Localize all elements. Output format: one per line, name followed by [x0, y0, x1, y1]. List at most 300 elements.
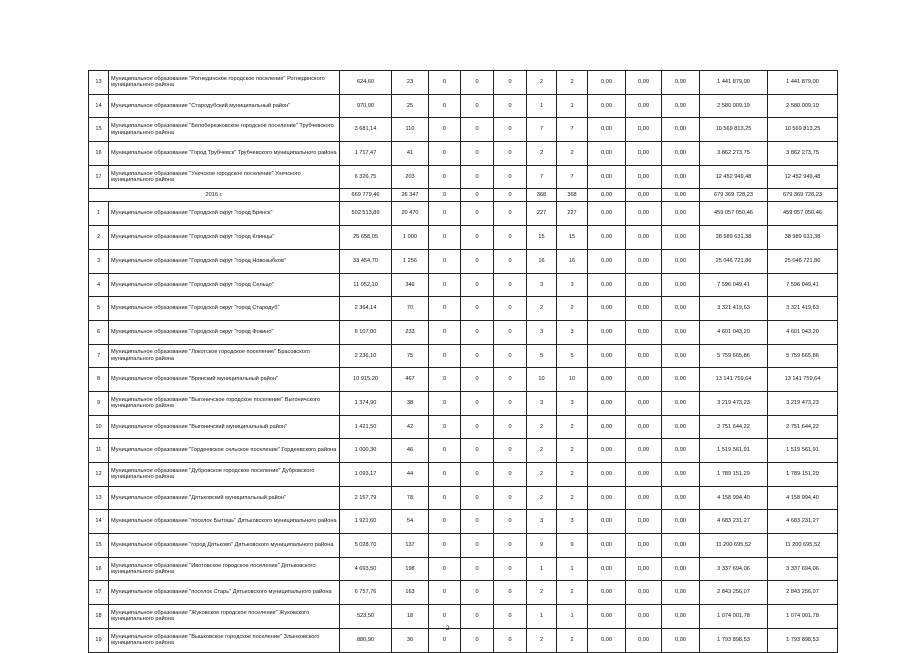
- year-cell-c8: 0,00: [662, 189, 700, 202]
- year-cell-area: 669 779,46: [340, 189, 392, 202]
- cell-c1: 0: [429, 439, 461, 463]
- cell-c4: 2: [527, 581, 557, 605]
- cell-c8: 0,00: [662, 534, 700, 558]
- cell-c7: 0,00: [626, 320, 662, 344]
- cell-c5: 1: [557, 605, 588, 629]
- cell-c6: 0,00: [588, 249, 626, 273]
- cell-area: 880,90: [340, 628, 392, 652]
- cell-c4: 2: [527, 415, 557, 439]
- cell-people: 137: [392, 534, 429, 558]
- cell-c10: 2 751 644,22: [768, 415, 838, 439]
- table-row: [89, 368, 838, 392]
- cell-c10: 13 141 759,64: [768, 368, 838, 392]
- year-cell-c2: 0: [461, 189, 494, 202]
- cell-c4: 2: [527, 297, 557, 321]
- cell-area: 1 093,17: [340, 463, 392, 487]
- municipality-name: Муниципальное образование "Ивотовское городское поселение" Дятьковского муниципального района: [109, 557, 340, 581]
- cell-area: 6 107,00: [340, 320, 392, 344]
- cell-c2: 0: [461, 510, 494, 534]
- cell-c10: 3 219 473,23: [768, 391, 838, 415]
- cell-c7: 0,00: [626, 165, 662, 189]
- cell-c7: 0,00: [626, 534, 662, 558]
- cell-c1: 0: [429, 463, 461, 487]
- cell-c8: 0,00: [662, 605, 700, 629]
- cell-c2: 0: [461, 344, 494, 368]
- year-cell-c3: 0: [494, 189, 527, 202]
- cell-c8: 0,00: [662, 297, 700, 321]
- year-summary-row: [89, 189, 838, 202]
- cell-c3: 0: [494, 226, 527, 250]
- cell-c3: 0: [494, 486, 527, 510]
- municipality-name: Муниципальное образование "Город Трубчевск" Трубчевского муниципального района: [109, 142, 340, 166]
- cell-area: 2 236,10: [340, 344, 392, 368]
- year-label: 2016 г.: [89, 189, 340, 202]
- cell-c2: 0: [461, 142, 494, 166]
- cell-c9: 1 074 001,78: [700, 605, 768, 629]
- cell-c2: 0: [461, 368, 494, 392]
- table-row: [89, 510, 838, 534]
- cell-c5: 15: [557, 226, 588, 250]
- table-row: [89, 71, 838, 95]
- table-row: [89, 415, 838, 439]
- row-number: 17: [89, 581, 109, 605]
- cell-c6: 0,00: [588, 165, 626, 189]
- cell-c10: 11 200 695,52: [768, 534, 838, 558]
- cell-c5: 3: [557, 510, 588, 534]
- table-row: [89, 486, 838, 510]
- cell-c6: 0,00: [588, 368, 626, 392]
- cell-c6: 0,00: [588, 415, 626, 439]
- row-number: 15: [89, 118, 109, 142]
- cell-c9: 4 683 231,27: [700, 510, 768, 534]
- municipality-name: Муниципальное образование "Гордеевское сельское поселение" Гордеевского района: [109, 439, 340, 463]
- cell-c10: 7 596 049,41: [768, 273, 838, 297]
- cell-c6: 0,00: [588, 557, 626, 581]
- cell-c6: 0,00: [588, 510, 626, 534]
- cell-c5: 2: [557, 142, 588, 166]
- cell-c6: 0,00: [588, 118, 626, 142]
- cell-area: 10 915,20: [340, 368, 392, 392]
- cell-c9: 2 751 644,22: [700, 415, 768, 439]
- table-row: [89, 320, 838, 344]
- cell-c8: 0,00: [662, 557, 700, 581]
- table-row: [89, 118, 838, 142]
- cell-people: 41: [392, 142, 429, 166]
- cell-c7: 0,00: [626, 297, 662, 321]
- cell-c10: 2 843 256,07: [768, 581, 838, 605]
- municipality-name: Муниципальное образование "Дубровское городское поселение" Дубровского муниципального района: [109, 463, 340, 487]
- cell-c8: 0,00: [662, 344, 700, 368]
- municipality-name: Муниципальное образование "Городской округ "город Стародуб": [109, 297, 340, 321]
- cell-c3: 0: [494, 249, 527, 273]
- cell-c6: 0,00: [588, 297, 626, 321]
- row-number: 10: [89, 415, 109, 439]
- cell-c8: 0,00: [662, 415, 700, 439]
- cell-c9: 11 200 695,52: [700, 534, 768, 558]
- cell-c3: 0: [494, 463, 527, 487]
- cell-c3: 0: [494, 202, 527, 226]
- cell-people: 78: [392, 486, 429, 510]
- cell-c7: 0,00: [626, 486, 662, 510]
- cell-c7: 0,00: [626, 628, 662, 652]
- cell-c5: 3: [557, 391, 588, 415]
- cell-c8: 0,00: [662, 463, 700, 487]
- cell-c8: 0,00: [662, 94, 700, 118]
- cell-c6: 0,00: [588, 273, 626, 297]
- cell-area: 6 757,76: [340, 581, 392, 605]
- cell-c3: 0: [494, 628, 527, 652]
- municipality-name: Муниципальное образование "Рогнединское городское поселение" Рогнединского муниципального района: [109, 71, 340, 95]
- cell-people: 163: [392, 581, 429, 605]
- cell-c9: 1 793 898,53: [700, 628, 768, 652]
- cell-c5: 10: [557, 368, 588, 392]
- cell-area: 5 028,70: [340, 534, 392, 558]
- municipality-name: Муниципальное образование "Унечское городское поселение" Унечского муниципального района: [109, 165, 340, 189]
- cell-c5: 227: [557, 202, 588, 226]
- municipality-name: Муниципальное образование "Городской округ "город Фокино": [109, 320, 340, 344]
- municipality-name: Муниципальное образование "Стародубский муниципальный район": [109, 94, 340, 118]
- cell-c4: 2: [527, 439, 557, 463]
- table-row: [89, 605, 838, 629]
- cell-c8: 0,00: [662, 510, 700, 534]
- municipality-name: Муниципальное образование "Брянский муниципальный район": [109, 368, 340, 392]
- cell-c9: 10 569 813,25: [700, 118, 768, 142]
- cell-c8: 0,00: [662, 118, 700, 142]
- year-cell-c7: 0,00: [626, 189, 662, 202]
- row-number: 4: [89, 273, 109, 297]
- cell-c10: 5 759 665,86: [768, 344, 838, 368]
- cell-c7: 0,00: [626, 510, 662, 534]
- municipality-name: Муниципальное образование "Вышковское городское поселение" Злынковского муниципального района: [109, 628, 340, 652]
- cell-area: 1 717,47: [340, 142, 392, 166]
- cell-c10: 4 601 043,20: [768, 320, 838, 344]
- cell-c5: 1: [557, 557, 588, 581]
- table-row: [89, 628, 838, 652]
- cell-c6: 0,00: [588, 605, 626, 629]
- year-cell-c6: 0,00: [588, 189, 626, 202]
- cell-area: 502 513,89: [340, 202, 392, 226]
- municipality-name: Муниципальное образование "Городской округ "город Брянск": [109, 202, 340, 226]
- cell-c8: 0,00: [662, 628, 700, 652]
- cell-people: 233: [392, 320, 429, 344]
- cell-people: 1 256: [392, 249, 429, 273]
- cell-c7: 0,00: [626, 439, 662, 463]
- cell-c2: 0: [461, 628, 494, 652]
- cell-c7: 0,00: [626, 605, 662, 629]
- cell-c6: 0,00: [588, 391, 626, 415]
- page-number: 2: [446, 626, 450, 632]
- cell-c2: 0: [461, 320, 494, 344]
- cell-c4: 2: [527, 463, 557, 487]
- cell-c7: 0,00: [626, 415, 662, 439]
- row-number: 14: [89, 510, 109, 534]
- cell-people: 18: [392, 605, 429, 629]
- cell-c1: 0: [429, 581, 461, 605]
- cell-c10: 3 862 273,75: [768, 142, 838, 166]
- table-row: [89, 273, 838, 297]
- cell-c8: 0,00: [662, 142, 700, 166]
- cell-c1: 0: [429, 142, 461, 166]
- cell-c10: 1 793 898,53: [768, 628, 838, 652]
- cell-c4: 3: [527, 320, 557, 344]
- cell-c4: 5: [527, 344, 557, 368]
- cell-c9: 2 580 009,19: [700, 94, 768, 118]
- table-row: [89, 439, 838, 463]
- cell-c9: 2 843 256,07: [700, 581, 768, 605]
- cell-people: 25: [392, 94, 429, 118]
- cell-people: 1 000: [392, 226, 429, 250]
- year-cell-people: 26 347: [392, 189, 429, 202]
- cell-c10: 1 789 151,29: [768, 463, 838, 487]
- cell-c10: 3 321 419,63: [768, 297, 838, 321]
- cell-c2: 0: [461, 534, 494, 558]
- cell-c4: 16: [527, 249, 557, 273]
- table-row: [89, 344, 838, 368]
- cell-c9: 3 337 694,06: [700, 557, 768, 581]
- cell-c10: 2 580 009,19: [768, 94, 838, 118]
- cell-c6: 0,00: [588, 202, 626, 226]
- row-number: 16: [89, 142, 109, 166]
- year-cell-c9: 679 369 728,23: [700, 189, 768, 202]
- table-row: [89, 391, 838, 415]
- cell-area: 1 421,50: [340, 415, 392, 439]
- table-row: [89, 226, 838, 250]
- cell-c2: 0: [461, 165, 494, 189]
- cell-c1: 0: [429, 118, 461, 142]
- row-number: 15: [89, 534, 109, 558]
- cell-people: 38: [392, 391, 429, 415]
- cell-c3: 0: [494, 581, 527, 605]
- row-number: 14: [89, 94, 109, 118]
- cell-c9: 1 441 879,00: [700, 71, 768, 95]
- row-number: 13: [89, 71, 109, 95]
- cell-c1: 0: [429, 391, 461, 415]
- cell-c8: 0,00: [662, 273, 700, 297]
- cell-c4: 9: [527, 534, 557, 558]
- cell-c1: 0: [429, 534, 461, 558]
- cell-people: 203: [392, 165, 429, 189]
- cell-c8: 0,00: [662, 486, 700, 510]
- cell-area: 1 374,90: [340, 391, 392, 415]
- cell-c7: 0,00: [626, 581, 662, 605]
- cell-c1: 0: [429, 165, 461, 189]
- municipality-name: Муниципальное образование "Городской округ "город Клинцы": [109, 226, 340, 250]
- cell-people: 54: [392, 510, 429, 534]
- cell-c2: 0: [461, 71, 494, 95]
- cell-c9: 3 219 473,23: [700, 391, 768, 415]
- cell-c10: 1 519 561,91: [768, 439, 838, 463]
- cell-people: 75: [392, 344, 429, 368]
- cell-c1: 0: [429, 344, 461, 368]
- cell-c1: 0: [429, 94, 461, 118]
- cell-c9: 5 759 665,86: [700, 344, 768, 368]
- cell-c3: 0: [494, 439, 527, 463]
- cell-c5: 9: [557, 534, 588, 558]
- cell-c2: 0: [461, 226, 494, 250]
- cell-c4: 1: [527, 557, 557, 581]
- cell-c9: 4 601 043,20: [700, 320, 768, 344]
- cell-c3: 0: [494, 510, 527, 534]
- cell-c5: 7: [557, 165, 588, 189]
- cell-area: 523,50: [340, 605, 392, 629]
- cell-area: 6 326,75: [340, 165, 392, 189]
- cell-c1: 0: [429, 557, 461, 581]
- municipality-name: Муниципальное образование "Выгоничское городское поселение" Выгоничского муниципального района: [109, 391, 340, 415]
- cell-c6: 0,00: [588, 94, 626, 118]
- cell-c8: 0,00: [662, 71, 700, 95]
- row-number: 16: [89, 557, 109, 581]
- cell-c2: 0: [461, 249, 494, 273]
- cell-c5: 5: [557, 344, 588, 368]
- cell-c8: 0,00: [662, 368, 700, 392]
- cell-c3: 0: [494, 71, 527, 95]
- cell-c1: 0: [429, 628, 461, 652]
- cell-people: 44: [392, 463, 429, 487]
- municipality-name: Муниципальное образование "Выгоничский муниципальный район": [109, 415, 340, 439]
- cell-c9: 1 519 561,91: [700, 439, 768, 463]
- cell-c5: 2: [557, 439, 588, 463]
- cell-c1: 0: [429, 71, 461, 95]
- year-cell-c4: 368: [527, 189, 557, 202]
- row-number: 8: [89, 368, 109, 392]
- cell-c1: 0: [429, 297, 461, 321]
- data-table: [88, 70, 838, 653]
- row-number: 7: [89, 344, 109, 368]
- cell-c5: 2: [557, 415, 588, 439]
- cell-c8: 0,00: [662, 165, 700, 189]
- cell-c10: 1 441 879,00: [768, 71, 838, 95]
- cell-c2: 0: [461, 439, 494, 463]
- table-row: [89, 94, 838, 118]
- cell-c2: 0: [461, 415, 494, 439]
- cell-c7: 0,00: [626, 94, 662, 118]
- row-number: 1: [89, 202, 109, 226]
- cell-people: 42: [392, 415, 429, 439]
- cell-c10: 3 337 694,06: [768, 557, 838, 581]
- cell-c6: 0,00: [588, 344, 626, 368]
- cell-c1: 0: [429, 249, 461, 273]
- cell-c9: 459 057 050,46: [700, 202, 768, 226]
- cell-c7: 0,00: [626, 142, 662, 166]
- cell-c1: 0: [429, 415, 461, 439]
- cell-c8: 0,00: [662, 202, 700, 226]
- cell-c9: 25 046 721,86: [700, 249, 768, 273]
- cell-c9: 12 452 949,48: [700, 165, 768, 189]
- cell-c4: 3: [527, 510, 557, 534]
- cell-c4: 2: [527, 486, 557, 510]
- municipality-name: Муниципальное образование "Городской округ "город Новозыбков": [109, 249, 340, 273]
- row-number: 12: [89, 463, 109, 487]
- table-row: [89, 297, 838, 321]
- cell-c3: 0: [494, 94, 527, 118]
- cell-c6: 0,00: [588, 320, 626, 344]
- cell-c6: 0,00: [588, 71, 626, 95]
- cell-c4: 3: [527, 273, 557, 297]
- cell-c4: 10: [527, 368, 557, 392]
- cell-c2: 0: [461, 557, 494, 581]
- cell-c2: 0: [461, 391, 494, 415]
- cell-c3: 0: [494, 320, 527, 344]
- cell-c3: 0: [494, 534, 527, 558]
- row-number: 9: [89, 391, 109, 415]
- cell-c1: 0: [429, 273, 461, 297]
- cell-c5: 7: [557, 118, 588, 142]
- cell-c7: 0,00: [626, 391, 662, 415]
- cell-area: 1 000,30: [340, 439, 392, 463]
- municipality-name: Муниципальное образование "поселок Старь" Дятьковского муниципального района: [109, 581, 340, 605]
- cell-c10: 1 074 001,78: [768, 605, 838, 629]
- cell-c5: 2: [557, 581, 588, 605]
- cell-c8: 0,00: [662, 581, 700, 605]
- cell-c9: 3 321 419,63: [700, 297, 768, 321]
- cell-c4: 7: [527, 118, 557, 142]
- cell-area: 624,60: [340, 71, 392, 95]
- cell-people: 30: [392, 628, 429, 652]
- row-number: 13: [89, 486, 109, 510]
- cell-c3: 0: [494, 344, 527, 368]
- cell-area: 25 658,05: [340, 226, 392, 250]
- cell-c5: 2: [557, 486, 588, 510]
- table-row: [89, 249, 838, 273]
- cell-c6: 0,00: [588, 142, 626, 166]
- cell-c3: 0: [494, 118, 527, 142]
- cell-c3: 0: [494, 142, 527, 166]
- table-row: [89, 534, 838, 558]
- row-number: 11: [89, 439, 109, 463]
- cell-area: 2 157,79: [340, 486, 392, 510]
- row-number: 18: [89, 605, 109, 629]
- cell-c7: 0,00: [626, 71, 662, 95]
- cell-c9: 4 158 994,40: [700, 486, 768, 510]
- cell-c5: 3: [557, 320, 588, 344]
- cell-c10: 4 683 231,27: [768, 510, 838, 534]
- municipality-name: Муниципальное образование "Локотское городское поселение" Брасовского муниципального района: [109, 344, 340, 368]
- cell-people: 23: [392, 71, 429, 95]
- municipality-name: Муниципальное образование "Городской округ "город Сельцо": [109, 273, 340, 297]
- cell-area: 11 052,10: [340, 273, 392, 297]
- cell-c5: 2: [557, 297, 588, 321]
- cell-c3: 0: [494, 273, 527, 297]
- cell-c1: 0: [429, 486, 461, 510]
- cell-c8: 0,00: [662, 226, 700, 250]
- cell-c1: 0: [429, 368, 461, 392]
- year-cell-c10: 679 369 728,23: [768, 189, 838, 202]
- cell-people: 70: [392, 297, 429, 321]
- cell-c10: 10 569 813,25: [768, 118, 838, 142]
- cell-c6: 0,00: [588, 581, 626, 605]
- cell-c3: 0: [494, 368, 527, 392]
- cell-c2: 0: [461, 118, 494, 142]
- cell-c2: 0: [461, 94, 494, 118]
- cell-c3: 0: [494, 297, 527, 321]
- cell-c7: 0,00: [626, 118, 662, 142]
- cell-c6: 0,00: [588, 486, 626, 510]
- cell-c2: 0: [461, 202, 494, 226]
- cell-people: 110: [392, 118, 429, 142]
- cell-c7: 0,00: [626, 463, 662, 487]
- cell-area: 970,00: [340, 94, 392, 118]
- municipality-name: Муниципальное образование "Жуковское городское поселение" Жуковского муниципального района: [109, 605, 340, 629]
- cell-c2: 0: [461, 297, 494, 321]
- table-row: [89, 165, 838, 189]
- cell-c1: 0: [429, 226, 461, 250]
- cell-c2: 0: [461, 581, 494, 605]
- year-cell-c1: 0: [429, 189, 461, 202]
- cell-c8: 0,00: [662, 249, 700, 273]
- cell-people: 20 470: [392, 202, 429, 226]
- table-row: [89, 581, 838, 605]
- cell-c6: 0,00: [588, 534, 626, 558]
